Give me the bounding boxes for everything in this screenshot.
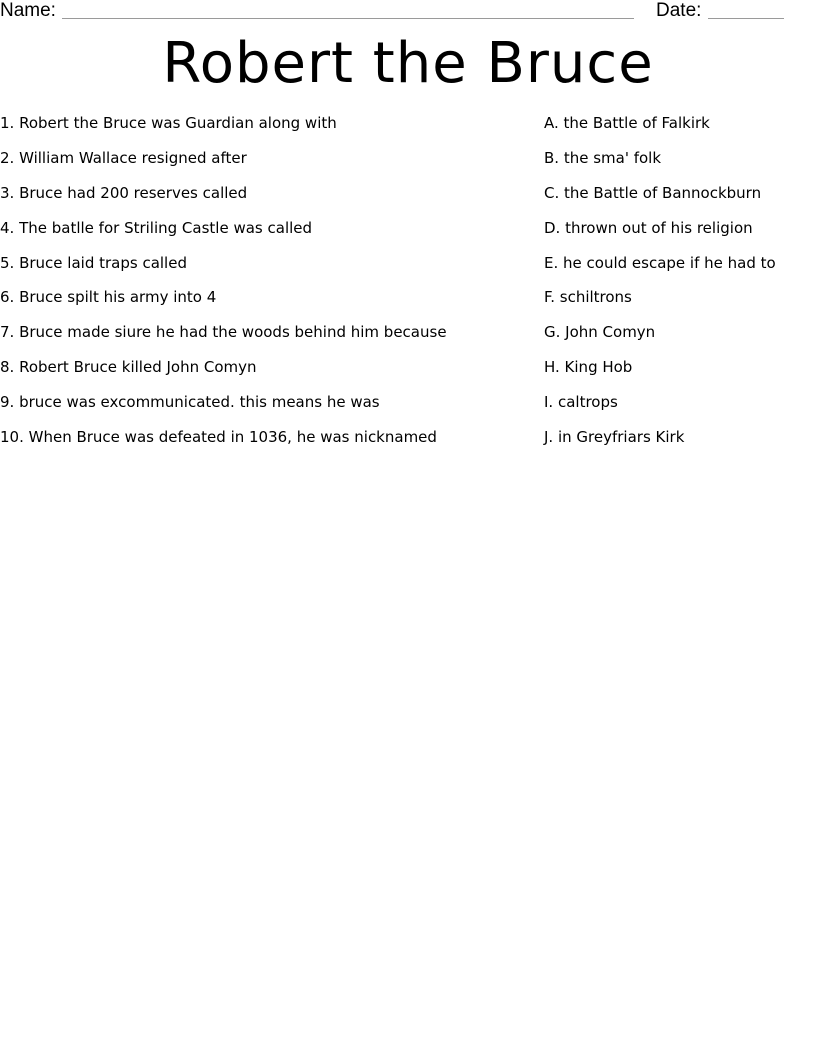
answer-item: G. John Comyn [544,323,656,342]
date-label: Date: [656,0,702,21]
answer-item: J. in Greyfriars Kirk [544,428,685,447]
answer-item: H. King Hob [544,358,633,377]
page-title: Robert the Bruce [162,31,654,96]
question-item: 1. Robert the Bruce was Guardian along with [0,114,337,132]
question-item: 7. Bruce made siure he had the woods behind him because [0,323,447,342]
question-item: 6. Bruce spilt his army into 4 [0,288,217,307]
question-item: 9. bruce was excommunicated. this means he was [0,393,380,412]
answer-item: A. the Battle of Falkirk [544,114,710,132]
name-label: Name: [0,0,56,21]
worksheet-header [0,0,816,24]
question-list [0,113,530,462]
question-item: 2. William Wallace resigned after [0,148,247,167]
question-item: 10. When Bruce was defeated in 1036, he was nicknamed [0,428,437,447]
answer-item: I. caltrops [544,393,618,412]
question-item: 4. The batlle for Striling Castle was called [0,218,313,237]
answer-item: B. the sma' folk [544,148,662,167]
answer-item: E. he could escape if he had to [544,253,776,272]
name-blank-line [62,18,634,19]
date-blank-line [708,18,784,19]
question-item: 5. Bruce laid traps called [0,253,187,272]
answer-item: F. schiltrons [544,288,632,307]
answer-list [544,113,814,462]
answer-item: C. the Battle of Bannockburn [544,183,762,202]
question-item: 3. Bruce had 200 reserves called [0,183,248,202]
question-item: 8. Robert Bruce killed John Comyn [0,358,257,377]
answer-item: D. thrown out of his religion [544,218,753,237]
